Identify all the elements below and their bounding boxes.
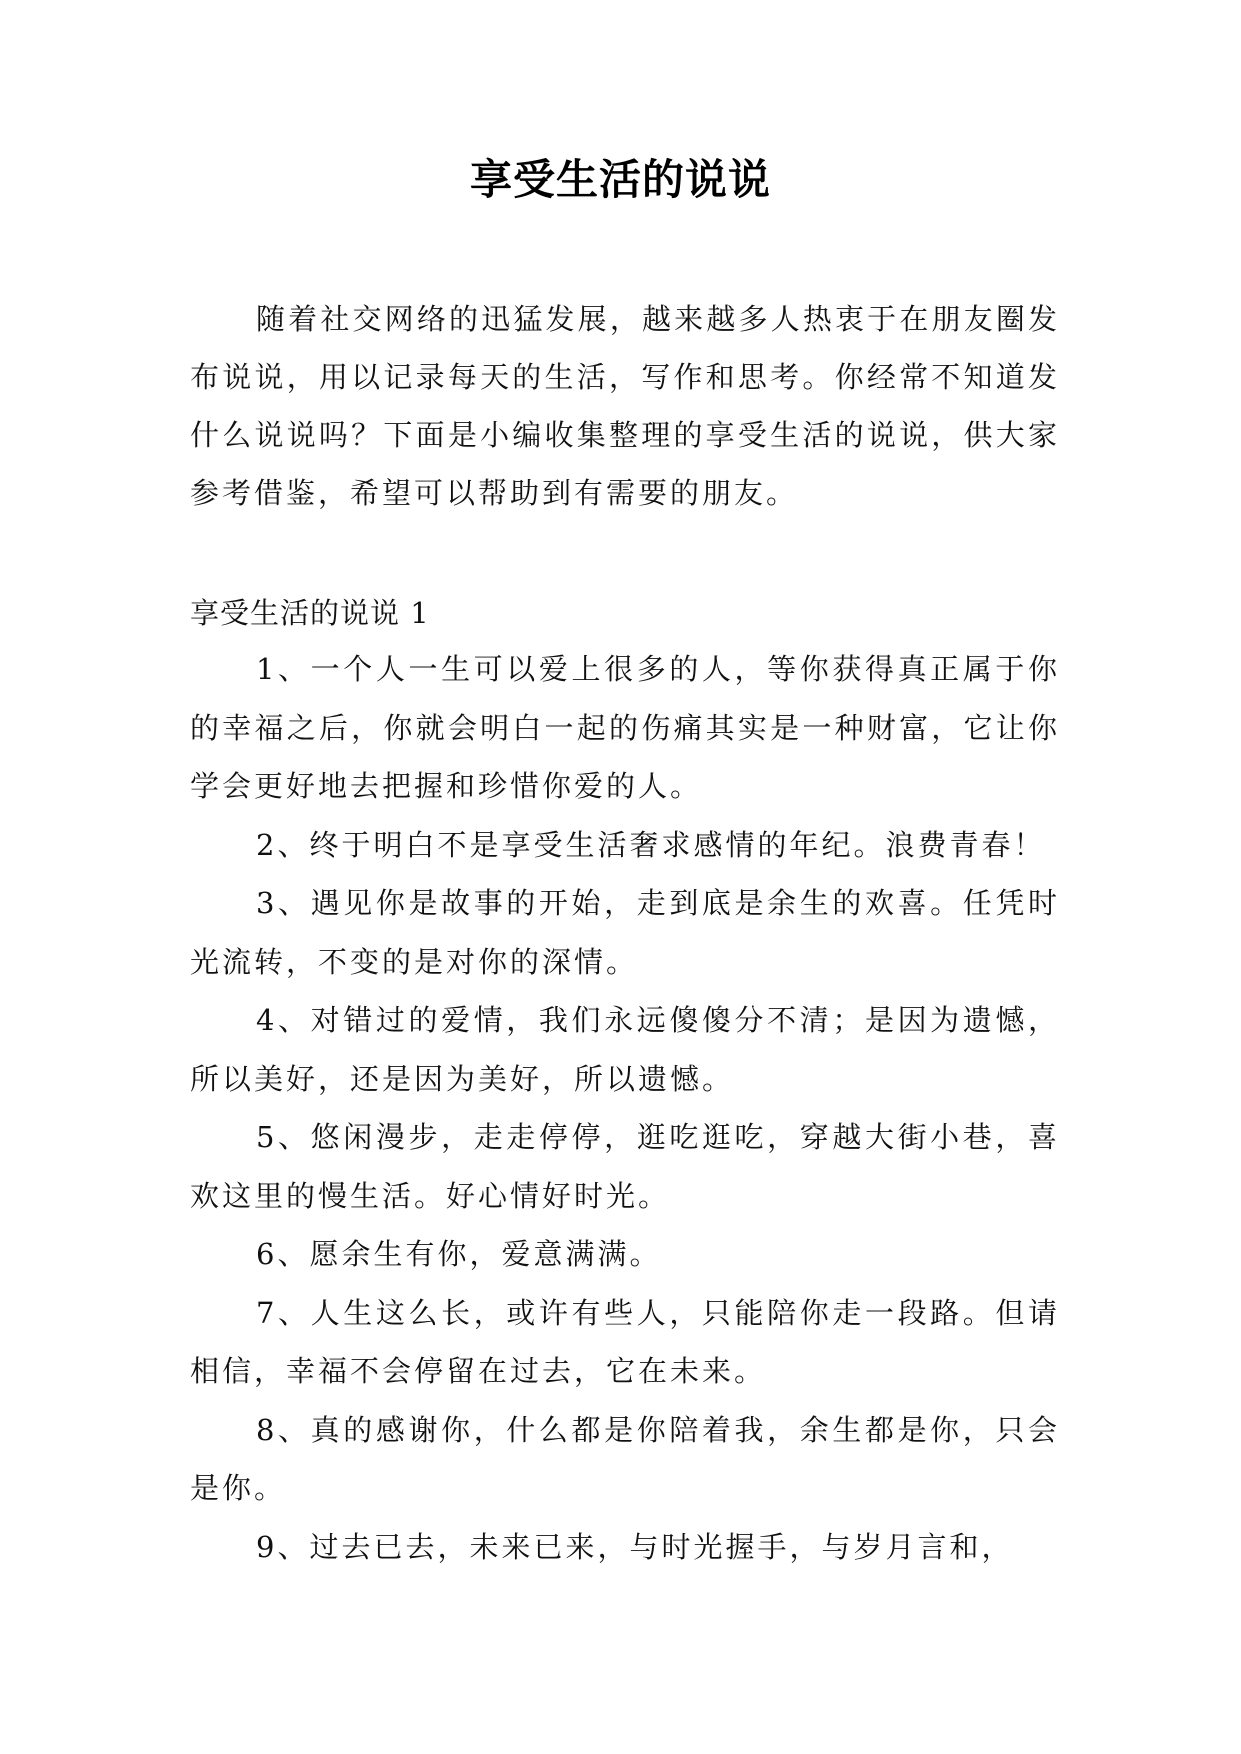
list-item: 4、对错过的爱情，我们永远傻傻分不清；是因为遗憾，所以美好，还是因为美好，所以遗憾。 [190, 1003, 1060, 1096]
list-item: 6、愿余生有你，爱意满满。 [256, 1237, 662, 1271]
list-item: 8、真的感谢你，什么都是你陪着我，余生都是你，只会是你。 [190, 1412, 1060, 1505]
document-title: 享受生活的说说 [469, 155, 771, 204]
list-item: 9、过去已去，未来已来，与时光握手，与岁月言和， [256, 1529, 1014, 1564]
list-item: 7、人生这么长，或许有些人，只能陪你走一段路。但请相信，幸福不会停留在过去，它在未来。 [190, 1295, 1060, 1388]
list-item: 1、一个人一生可以爱上很多的人，等你获得真正属于你的幸福之后，你就会明白一起的伤痛其实是一种财富，它让你学会更好地去把握和珍惜你爱的人。 [190, 652, 1060, 803]
intro-paragraph: 随着社交网络的迅猛发展，越来越多人热衷于在朋友圈发布说说，用以记录每天的生活，写作和思考。你经常不知道发什么说说吗？下面是小编收集整理的享受生活的说说，供大家参考借鉴，希望可以帮助到有需要的朋友。 [190, 302, 1060, 510]
quote-list [190, 640, 1060, 1576]
list-item: 3、遇见你是故事的开始，走到底是余生的欢喜。任凭时光流转，不变的是对你的深情。 [190, 886, 1060, 979]
section-heading: 享受生活的说说 1 [190, 596, 430, 630]
list-item: 5、悠闲漫步，走走停停，逛吃逛吃，穿越大街小巷，喜欢这里的慢生活。好心情好时光。 [190, 1120, 1060, 1213]
list-item: 2、终于明白不是享受生活奢求感情的年纪。浪费青春！ [256, 827, 1046, 862]
